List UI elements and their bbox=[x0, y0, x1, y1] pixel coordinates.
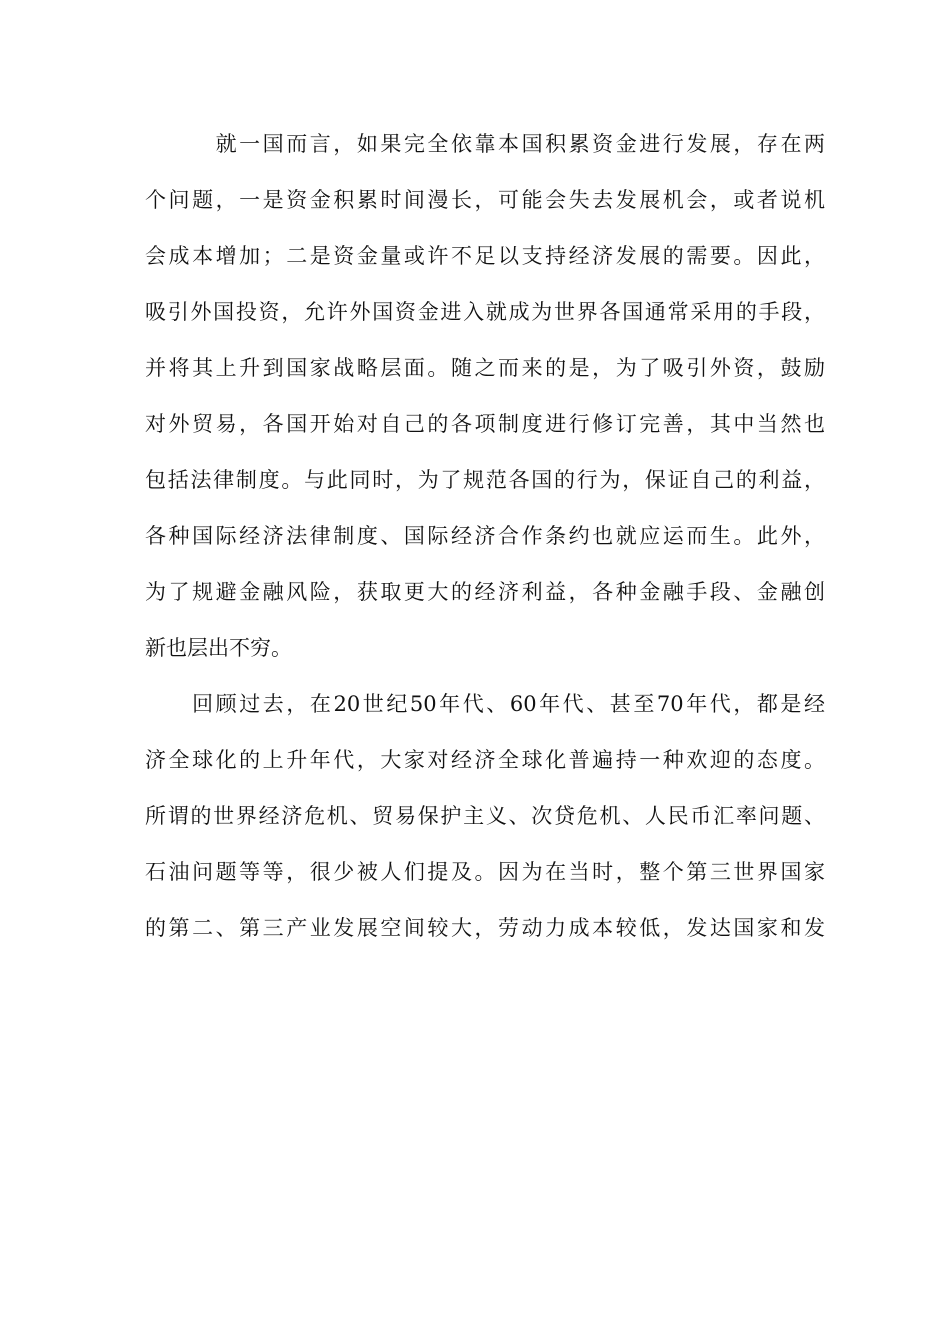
text-line: 新也层出不穷。 bbox=[145, 636, 292, 660]
text-line: 各种国际经济法律制度、国际经济合作条约也就应运而生。此外， bbox=[145, 524, 825, 548]
text-line: 济全球化的上升年代，大家对经济全球化普遍持一种欢迎的态度。 bbox=[145, 748, 825, 772]
text-line: 石油问题等等，很少被人们提及。因为在当时，整个第三世界国家 bbox=[145, 860, 825, 884]
text-line: 吸引外国投资，允许外国资金进入就成为世界各国通常采用的手段， bbox=[145, 300, 825, 324]
paragraph bbox=[145, 676, 825, 956]
text-line: 所谓的世界经济危机、贸易保护主义、次贷危机、人民币汇率问题、 bbox=[145, 804, 825, 828]
body-text bbox=[145, 116, 825, 956]
text-line: 就一国而言，如果完全依靠本国积累资金进行发展，存在两 bbox=[145, 132, 825, 156]
text-line: 会成本增加；二是资金量或许不足以支持经济发展的需要。因此， bbox=[145, 244, 825, 268]
text-line: 为了规避金融风险，获取更大的经济利益，各种金融手段、金融创 bbox=[145, 580, 825, 604]
text-line: 包括法律制度。与此同时，为了规范各国的行为，保证自己的利益， bbox=[145, 468, 825, 492]
text-line: 个问题，一是资金积累时间漫长，可能会失去发展机会，或者说机 bbox=[145, 188, 825, 212]
paragraph bbox=[145, 116, 825, 676]
text-line: 的第二、第三产业发展空间较大，劳动力成本较低，发达国家和发 bbox=[145, 916, 825, 940]
text-line: 回顾过去，在20世纪50年代、60年代、甚至70年代，都是经 bbox=[145, 692, 825, 716]
text-line: 对外贸易，各国开始对自己的各项制度进行修订完善，其中当然也 bbox=[145, 412, 825, 436]
text-line: 并将其上升到国家战略层面。随之而来的是，为了吸引外资，鼓励 bbox=[145, 356, 825, 380]
